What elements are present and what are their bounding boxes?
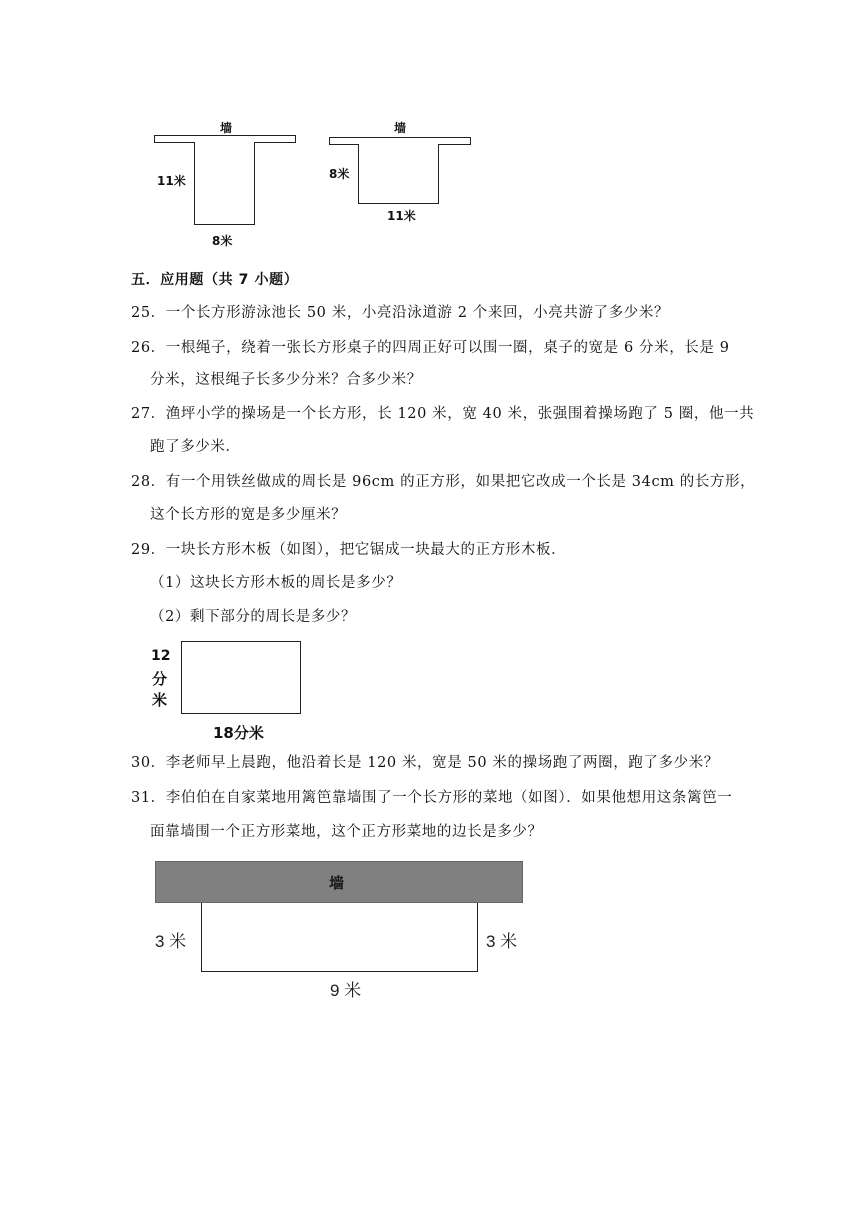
wall-label: 墙 [220, 121, 233, 135]
height-label-line2: 分 [152, 670, 168, 688]
bottom-length-label: 9 米 [330, 981, 362, 1000]
wall-label: 墙 [329, 874, 345, 892]
question-28-line2: 这个长方形的宽是多少厘米？ [150, 507, 347, 523]
height-label-line1: 12 [151, 648, 171, 664]
side-length-label: 8米 [329, 167, 350, 181]
width-label: 18分米 [213, 724, 264, 742]
question-28-line1: 28．有一个用铁丝做成的周长是 96cm 的正方形，如果把它改成一个长是 34cm 的长方形， [131, 474, 756, 490]
question-29-sub2: （2）剩下部分的周长是多少？ [150, 609, 357, 625]
side-length-label: 11米 [157, 174, 186, 188]
left-length-label: 3 米 [155, 932, 187, 951]
rectangle-board [181, 641, 301, 714]
question-29-sub1: （1）这块长方形木板的周长是多少？ [150, 575, 402, 591]
question-30: 30．李老师早上晨跑，他沿着长是 120 米，宽是 50 米的操场跑了两圈，跑了多少米？ [131, 755, 719, 771]
question-25: 25．一个长方形游泳池长 50 米，小亮沿泳道游 2 个来回，小亮共游了多少米？ [131, 305, 670, 321]
question-27-line2: 跑了多少米． [150, 439, 241, 455]
question-29: 29．一块长方形木板（如图），把它锯成一块最大的正方形木板． [131, 542, 567, 558]
wall-figure-a [150, 115, 300, 250]
board-figure [145, 636, 310, 746]
garden-rectangle [201, 903, 478, 972]
bottom-length-label: 11米 [387, 209, 416, 223]
question-31-line1: 31．李伯伯在自家菜地用篱笆靠墙围了一个长方形的菜地（如图）．如果他想用这条篱笆一 [131, 790, 733, 806]
bottom-length-label: 8米 [212, 234, 233, 248]
wall-label: 墙 [394, 121, 407, 135]
section-heading: 五．应用题（共 7 小题） [131, 272, 299, 288]
question-26-line2: 分米，这根绳子长多少分米？合多少米？ [150, 372, 422, 388]
rectangle [358, 144, 439, 204]
wall-figure-b [325, 115, 475, 230]
height-label-line3: 米 [152, 691, 168, 709]
garden-figure [150, 857, 532, 1002]
question-27-line1: 27．渔坪小学的操场是一个长方形，长 120 米，宽 40 米，张强围着操场跑了 5 圈，他一共 [131, 406, 755, 422]
question-31-line2: 面靠墙围一个正方形菜地，这个正方形菜地的边长是多少？ [150, 824, 543, 840]
rectangle [194, 142, 255, 225]
right-length-label: 3 米 [486, 932, 518, 951]
question-26-line1: 26．一根绳子，绕着一张长方形桌子的四周正好可以围一圈，桌子的宽是 6 分米，长是 9 [131, 340, 730, 356]
